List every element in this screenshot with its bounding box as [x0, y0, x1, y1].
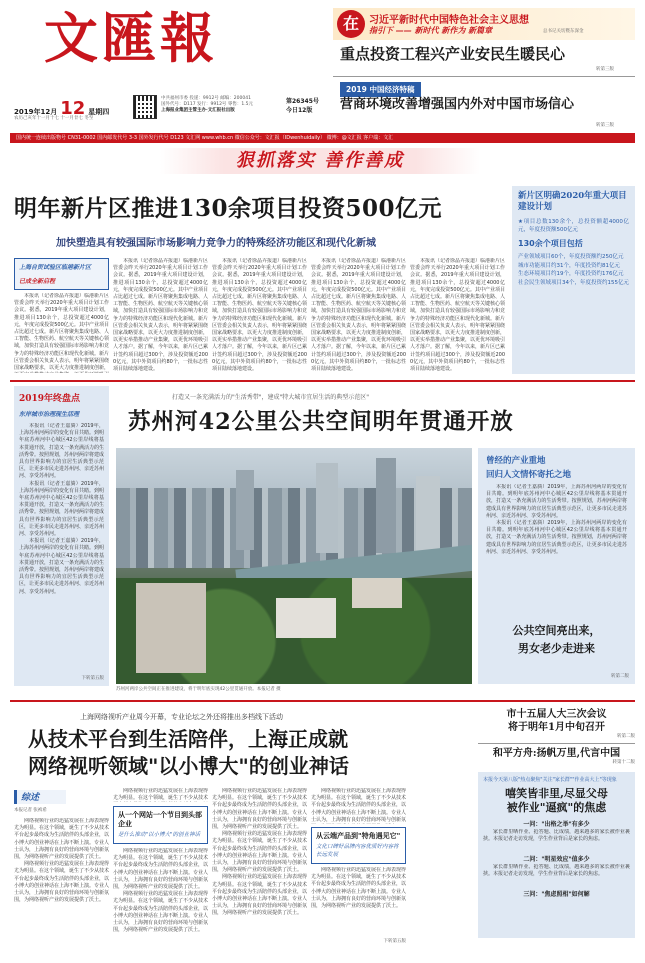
side-head-1[interactable]: 公共空间亮出来， [512, 624, 601, 637]
body-text: 本报讯（记者王嘉旖）2019年，上海苏州河两岸的变化有目共睹。到明年底苏州河中心城区42公里岸线将基本贯通开放，打造又一条充满活力的生活秀带。按照规划，苏州河两岸将建成具有世界影响力的宜居生活典型示范区，让更多市民走进苏州河、亲近苏州河、享受苏州河。 [19, 480, 104, 538]
inset-title: 从一个网站一个节目到头部企业 [118, 811, 202, 828]
side-body [486, 484, 627, 614]
banner-subtitle: 指引下 —— 新时代 新作为 新篇章 [369, 26, 493, 35]
ref-page[interactable]: 下转第五版 [81, 676, 104, 681]
lead-side-panel [512, 186, 635, 374]
lead-body-col2 [113, 258, 208, 373]
side-subtitle: 130余个项目包括 [518, 239, 583, 248]
slogan-banner [160, 148, 480, 174]
suzhou-right-panel [478, 448, 635, 684]
body-text: 本报讯（记者徐晶卉报道）临港新片区管委会昨天举行2020年重大项目计划工作会议。据悉，2019年重大项目建设计划，推进项目130余个，总投资超过4000亿元，年度完成投资500亿元。其中产业项目占比超过七成。新片区将聚焦集成电路、人工智能、生物医药、航空航天等关键核心领域，加快打造具有较强国际市场影响力和竞争力的特殊经济功能区和现代化新城。新片区管委会相关负责人表示，明年将紧紧围绕国家战略要求，以更大力度推进制度创新，以更实举措推动产业集聚，以更优环境吸引人才落户。据了解，今年以来，新片区已累计签约项目超过300个，涉及投资额近2000亿元，其中外资项目约80个，一批标志性项目陆续落地建设。 [311, 258, 406, 373]
contact-line: 中共福州市委 投递：9912号 邮编：200041 [161, 96, 251, 101]
byline: 本报记者 张祯希 [14, 808, 47, 813]
bottom-body-col3 [212, 788, 307, 956]
body-text: 网络视频行业的迅猛发展在上海表现得尤为明显。在这个领域，诞生了不少从技术平台起步最终成为生活陪伴的头部企业，以小博大的创业神话在上海不断上演。专业人士认为，上海拥有良好的营商环境与创新氛围，为网络视听产业的发展提供了沃土。 [113, 848, 208, 891]
body-fragment [483, 864, 630, 886]
suzhou-photo [116, 448, 472, 684]
column-tag-text2: 已成全新启程 [19, 278, 56, 285]
lead-body-col3 [212, 258, 307, 373]
right-headline-3[interactable]: 和平方舟:扬帆万里,代言中国 [492, 748, 621, 759]
list-item: 二问："明星效应"值多少 [523, 856, 590, 863]
inset-body: 是什么推动"以小博大"的创业神话 [118, 832, 201, 838]
ref-page[interactable]: 转第三版 [596, 123, 614, 128]
contact-line: 国外代号：D117 发行：9912号 零售：1.5元 [161, 102, 254, 107]
banner-emblem-icon: 在 [337, 10, 365, 38]
issue-number: 第26345号 [286, 98, 319, 105]
weekday: 星期四 [88, 108, 110, 116]
banner-title: 习近平新时代中国特色社会主义思想 [369, 15, 529, 26]
body-fragment [483, 829, 630, 851]
qr-code-icon [133, 95, 157, 119]
side-title-2: 回归人文情怀寄托之地 [486, 470, 572, 480]
bottom-headline-1[interactable]: 从技术平台到生活陪伴，上海正成就 [28, 727, 348, 751]
lead-subhead: 加快塑造具有较强国际市场影响力竞争力的特殊经济功能区和现代化新城 [56, 238, 376, 249]
lead-headline[interactable]: 明年新片区推进130余项目投资500亿元 [14, 195, 443, 222]
column-tag: 综述 [14, 790, 66, 804]
list-item: 城市功能项目约31个，年度投资约81亿元 [518, 262, 620, 269]
ref-page[interactable]: 转第十二版 [612, 760, 635, 765]
ref-page[interactable]: 转第二版 [611, 674, 629, 679]
body-text: 网络视频行业的迅猛发展在上海表现得尤为明显。在这个领域，诞生了不少从技术平台起步最终成为生活陪伴的头部企业，以小博大的创业神话在上海不断上演。专业人士认为，上海拥有良好的营商环境与创新氛 [311, 788, 406, 823]
body-fragment [113, 848, 208, 948]
body-text: 本报讯（记者徐晶卉报道）临港新片区管委会昨天举行2020年重大项目计划工作会议。据悉，2019年重大项目建设计划，推进项目130余个，总投资超过4000亿元，年度完成投资500亿元。其中产业项目占比超过七成。新片区将聚焦集成电路、人工智能、生物医药、航空航天等关键核心领域，加快打造具有较强国际市场影响力和竞争力的特殊经济功能区和现代化新城。新片区管委会相关负责人表示，明年将紧紧围绕国家战略要求，以更大力度推进制度创新，以更实举措推动产业集聚，以更优环境吸引人才落户。据了解，今年以来，新片区已累计签约项目超过300个，涉及投资额近2000亿元，其中外资项目约80个，一批标志性项目陆续落地建设。 [113, 258, 208, 373]
body-fragment [113, 788, 208, 802]
inset-body: 文化口碑好品牌内容优质好内容将长远发展 [316, 844, 399, 858]
body-text: 本报讯（记者王嘉旖）2019年，上海苏州河两岸的变化有目共睹。到明年底苏州河中心城区42公里岸线将基本贯通开放，打造又一条充满活力的生活秀带。按照规划，苏州河两岸将建成具有世界影响力的宜居生活典型示范区，让更多市民走进苏州河、亲近苏州河、享受苏州河。 [486, 484, 627, 519]
top-headline-2[interactable]: 营商环境改善增强国内外对中国市场信心 [340, 97, 575, 112]
list-item: 生态环境项目约19个，年度投资约176亿元 [518, 271, 624, 277]
panel-subtitle: 东岸城市治理现生活理 [19, 411, 80, 418]
theme-banner [333, 8, 635, 40]
body-text: 本报讯（记者王嘉旖）2019年，上海苏州河两岸的变化有目共睹。到明年底苏州河中心城区42公里岸线将基本贯通开放，打造又一条充满活力的生活秀带。按照规划，苏州河两岸将建成具有世界影响力的宜居生活典型示范区，让更多市民走进苏州河、亲近苏州河、享受苏州河。 [486, 520, 627, 555]
body-fragment [311, 867, 406, 939]
photo-caption: 苏州河两岸公共空间正在推进建设，将于明年底实现42公里贯通开放。本报记者 摄 [116, 687, 281, 692]
inset-box [113, 806, 208, 844]
inset-box [311, 827, 406, 864]
side-title: 新片区明确2020年重大项目建设计划 [518, 191, 627, 212]
right-headline-4[interactable]: 嘻笑皆非里,尽显父母 [505, 787, 608, 800]
lead-body-col1 [14, 293, 109, 373]
body-text: 网络视频行业的迅猛发展在上海表现得尤为明显。在这个领域，诞生了不少从技术平台起步最终成为生活陪伴的头部企业，以小博大的创业神话在上海不断上演。专业人士认为，上海拥有良好的营商环境与创新氛围，为网络视听产业的发展提供了沃土。 [14, 818, 109, 861]
publisher: 上海报业集团主管主办·文汇报社出版 [161, 108, 235, 113]
suzhou-kicker: 打造又一条充满活力的"生活秀带"，建成"特大城市宜居生活的典型示范区" [172, 394, 370, 401]
bottom-right-column [478, 708, 635, 958]
side-list [518, 253, 629, 287]
body-fragment [311, 788, 406, 824]
bottom-kicker: 上海网络视听产业周今开幕，专业论坛之外还将推出多档线下活动 [80, 713, 283, 721]
lead-body-col4 [311, 258, 406, 373]
body-text: 网络视频行业的迅猛发展在上海表现得尤为明显。在这个领域，诞生了不少从技术平台起步最终成为生活陪伴的头部企业，以小博大的创业神话在上海不断上演。专业人士认为，上海拥有良好的营商环境与创新氛围，为网络视听产业的发展提供了沃土。 [212, 831, 307, 874]
hotspot-panel [478, 772, 635, 938]
special-tag: 2019 中国经济特稿 [340, 82, 421, 97]
contact-block [161, 96, 281, 114]
body-text: 网络视频行业的迅猛发展在上海表现得尤为明显。在这个领域，诞生了不少从技术平台起步最终成为生活陪伴的头部企业，以小博大的创业神话在上海不断上演。专业人士认为，上海拥有良好的营商环境与创新氛围，为网络视听产业的发展提供了沃土。 [212, 788, 307, 831]
side-body: ★项目总数130余个，总投资额超4000亿元，年度投资额500亿元 [518, 219, 629, 233]
column-tag-text: 上海自贸试验区临港新片区 [19, 264, 92, 271]
body-text: 本报讯（记者王嘉旖）2019年，上海苏州河两岸的变化有目共睹。到明年底苏州河中心城区42公里岸线将基本贯通开放，打造又一条充满活力的生活秀带。按照规划，苏州河两岸将建成具有世界影响力的宜居生活典型示范区，让更多市民走进苏州河、亲近苏州河、享受苏州河。 [19, 538, 104, 595]
suzhou-headline[interactable]: 苏州河42公里公共空间明年贯通开放 [128, 409, 514, 435]
body-text: 网络视频行业的迅猛发展在上海表现得尤为明显。在这个领域，诞生了不少从技术平台起步最终成为生活陪伴的头部企业，以小博大的创业神话在上海不断上演。专业人士认为，上海拥有良好的营商环境与创新氛围，为网络视听产业的发展提供了沃土。 [311, 867, 406, 910]
lead-body-col5 [410, 258, 505, 373]
body-text: 家长群里晒作业、抢答题、比成绩，越来越多的家长被作业裹挟。本报记者走访发现，学生作业背后是家长的焦虑。 [483, 829, 630, 843]
list-item: 产业领域项目60个，年度投资额约250亿元 [518, 254, 624, 260]
list-item: 社会民生领域项目34个，年度投资约155亿元 [518, 279, 629, 286]
body-text: 本报讯（记者王嘉旖）2019年，上海苏州河两岸的变化有目共睹。到明年底苏州河中心城区42公里岸线将基本贯通开放，打造又一条充满活力的生活秀带。按照规划，苏州河两岸将建成具有世界影响力的宜居生活典型示范区，让更多市民走进苏州河、亲近苏州河、享受苏州河。 [19, 423, 104, 480]
panel-tag: 2019年终盘点 [19, 394, 81, 404]
ref-page[interactable]: 下转第五版 [383, 939, 406, 944]
right-headline-2[interactable]: 将于明年1月中旬召开 [508, 722, 605, 733]
page-count: 今日12版 [286, 107, 313, 114]
inset-title: 从云端产品到"特角遇见它" [316, 832, 401, 840]
right-headline-1[interactable]: 市十五届人大三次会议 [506, 709, 607, 720]
side-head-2[interactable]: 男女老少走进来 [518, 642, 595, 655]
body-text: 网络视频行业的迅猛发展在上海表现得尤为明显。在这个领域，诞生了不少从技术平台起步最终成为生活陪伴的头部企业，以小博大的创业神话在上海不断上演。专业人士认为，上海拥有良好的营商环境与创新氛围，为网络视听产业的发展提供了沃土。 [14, 861, 109, 904]
ref-page[interactable]: 转第二版 [617, 734, 635, 739]
right-headline-5[interactable]: 被作业"逼疯"的焦虑 [506, 801, 607, 814]
side-title-1: 曾经的产业重地 [486, 456, 546, 466]
suzhou-left-panel [14, 386, 109, 686]
lunar-date: 农历己亥年十一月十七 十一月廿七 冬至 [14, 116, 94, 121]
bottom-body-col1 [14, 818, 109, 956]
body-text: 本报讯（记者徐晶卉报道）临港新片区管委会昨天举行2020年重大项目计划工作会议。据悉，2019年重大项目建设计划，推进项目130余个，总投资超过4000亿元，年度完成投资500亿元。其中产业项目占比超过七成。新片区将聚焦集成电路、人工智能、生物医药、航空航天等关键核心领域，加快打造具有较强国际市场影响力和竞争力的特殊经济功能区和现代化新城。新片区管委会相关负责人表示，明年将紧紧围绕国家战略要求，以更大力度推进制度创新，以更实举措推动产业集聚，以更优环境吸引人才落户。据了解，今年以来，新片区已累计签约项目超过300个，涉及投资额近2000亿元，其中外资项目约80个，一批标志性项目陆续落地建设。 [212, 258, 307, 373]
date-day: 12 [60, 98, 86, 119]
bottom-col2 [113, 788, 208, 956]
body-text: 本报讯（记者徐晶卉报道）临港新片区管委会昨天举行2020年重大项目计划工作会议。据悉，2019年重大项目建设计划，推进项目130余个，总投资超过4000亿元，年度完成投资500亿元。其中产业项目占比超过七成。新片区将聚焦集成电路、人工智能、生物医药、航空航天等关键核心领域，加快打造具有较强国际市场影响力和竞争力的特殊经济功能区和现代化新城。新片区管委会相关负责人表示，明年将紧紧围绕国家战略要求，以更大力度推进制度创新， [14, 293, 109, 372]
body-text: 网络视频行业的迅猛发展在上海表现得尤为明显。在这个领域，诞生了不少从技术 [113, 788, 208, 802]
body-text: 家长群里晒作业、抢答题、比成绩，越来越多的家长被作业裹挟。本报记者走访发现，学生作业背后是家长的焦虑。 [483, 864, 630, 878]
masthead-title: 文匯報 [44, 6, 218, 70]
bottom-col4 [311, 788, 406, 956]
column-tag [14, 258, 109, 290]
date-text: 2019年12月 [14, 108, 58, 116]
body-text: 网络视频行业的迅猛发展在上海表现得尤为明显。在这个领域，诞生了不少从技术平台起步最终成为生活陪伴的头部企业，以小博大的创业神话在上海不断上演。专业人士认为，上海拥有良好的营商环境与创新氛围，为网络视听产业的发展提供了沃土。 [113, 891, 208, 934]
hotspot-kicker: 本报今天第八版"热点聚焦"关注"家长群""作业高大上"等现象 [483, 777, 617, 783]
issue-block [286, 97, 319, 115]
list-item: 一问："出格之举"有多少 [523, 821, 590, 828]
top-headline-1[interactable]: 重点投资工程兴产业安民生暖民心 [340, 45, 566, 63]
slogan-text: 狠抓落实 善作善成 [235, 150, 405, 171]
list-item: 三问："焦虑照相"如何解 [523, 891, 590, 898]
bottom-headline-2[interactable]: 网络视听领域"以小博大"的创业神话 [28, 754, 349, 778]
body-text: 本报讯（记者徐晶卉报道）临港新片区管委会昨天举行2020年重大项目计划工作会议。据悉，2019年重大项目建设计划，推进项目130余个，总投资超过4000亿元，年度完成投资500亿元。其中产业项目占比超过七成。新片区将聚焦集成电路、人工智能、生物医药、航空航天等关键核心领域，加快打造具有较强国际市场影响力和竞争力的特殊经济功能区和现代化新城。新片区管委会相关负责人表示，明年将紧紧围绕国家战略要求，以更大力度推进制度创新，以更实举措推动产业集聚，以更优环境吸引人才落户。据了解，今年以来，新片区已累计签约项目超过300个，涉及投资额近2000亿元，其中外资项目约80个，一批标志性项目陆续落地建设。 [410, 258, 505, 373]
url-strip: 国内统一连续出版物号 CN31-0002 国内邮发代号 3-3 国外发行代号 D123 文汇网 www.whb.cn 微信公众号：文汇报（IDwenhuidaily） 微博：@文汇报 客户端：文汇 [10, 133, 635, 143]
banner-note: 总书记关切暨东深金 [543, 29, 584, 34]
panel-body [19, 423, 104, 663]
body-text: 网络视频行业的迅猛发展在上海表现得尤为明显。在这个领域，诞生了不少从技术平台起步最终成为生活陪伴的头部企业，以小博大的创业神话在上海不断上演。专业人士认为，上海拥有良好的营商环境与创新氛围，为网络视听产业的发展提供了沃土。 [212, 874, 307, 917]
ref-page[interactable]: 转第三版 [596, 67, 614, 72]
